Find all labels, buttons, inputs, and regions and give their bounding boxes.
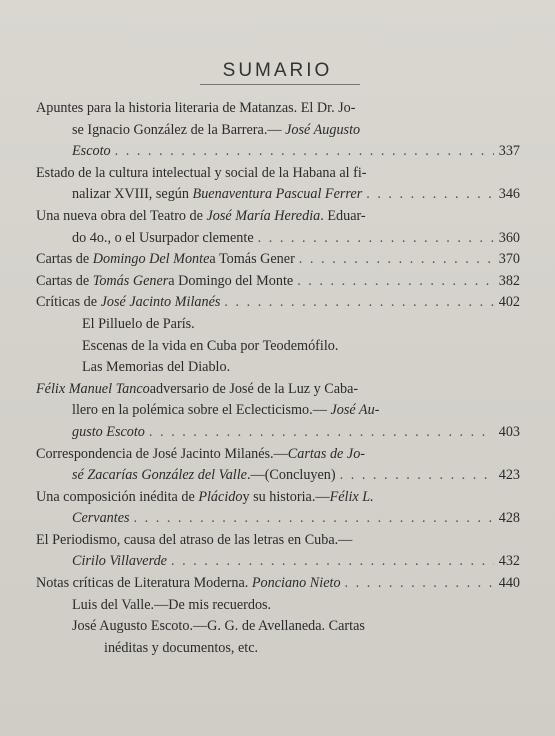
- entry-author: Cirilo Villaverde: [72, 553, 167, 570]
- entry-author: Tomás Gener: [92, 272, 169, 289]
- entry-author: José Au-: [330, 402, 380, 419]
- toc-line: [36, 271, 520, 293]
- entry-text: llero en la polémica sobre el Eclecticismo.—: [72, 402, 327, 419]
- toc-line: [36, 120, 520, 142]
- entry-text: a Tomás Gener: [209, 251, 295, 268]
- toc-subentry: El Pilluelo de París.: [82, 315, 195, 332]
- toc-subentry: inéditas y documentos, etc.: [104, 639, 259, 656]
- toc-entry: [36, 163, 520, 206]
- toc-entry: [36, 530, 520, 573]
- entry-author: José María Heredia: [206, 207, 321, 224]
- page-number: 346: [498, 186, 520, 203]
- page-number: 360: [498, 229, 520, 246]
- toc-entry: [36, 292, 520, 378]
- entry-author: Domingo Del Monte: [92, 251, 210, 268]
- title-rule: [200, 84, 360, 85]
- toc-entry: [36, 444, 520, 487]
- entry-author: Plácido: [198, 488, 243, 505]
- toc-line: [36, 400, 520, 422]
- entry-author: sé Zacarías González del Valle: [72, 467, 247, 484]
- entry-author: Cervantes: [72, 510, 130, 527]
- entry-text: y su historia.—: [242, 488, 330, 505]
- toc-line: [36, 228, 520, 250]
- page-title: SUMARIO: [222, 60, 333, 81]
- entry-text: .—(Concluyen): [246, 467, 336, 484]
- toc-line: [36, 530, 520, 552]
- toc-entry: [36, 206, 520, 249]
- toc-line: [36, 573, 520, 595]
- entry-text: adversario de José de la Luz y Caba-: [149, 380, 359, 397]
- toc-entry: [36, 249, 520, 271]
- entry-text: nalizar XVIII, según: [72, 186, 189, 203]
- toc-entry: [36, 271, 520, 293]
- toc-line: [36, 379, 520, 401]
- toc-subentry: José Augusto Escoto.—G. G. de Avellaneda. Cartas: [72, 618, 365, 635]
- entry-text: Cartas de: [36, 251, 90, 268]
- entry-text: El Periodismo, causa del atraso de las letras en Cuba.—: [36, 531, 353, 548]
- entry-author: Ponciano Nieto: [251, 575, 341, 592]
- toc-line: [36, 141, 520, 163]
- entry-author: Félix Manuel Tanco: [36, 380, 150, 397]
- toc-entry: [36, 487, 520, 530]
- entry-text: Una composición inédita de: [36, 488, 195, 505]
- toc-line: [36, 184, 520, 206]
- toc-subentry: Luis del Valle.—De mis recuerdos.: [72, 596, 272, 613]
- entry-text: Correspondencia de José Jacinto Milanés.—: [36, 445, 288, 462]
- toc-line: [36, 551, 520, 573]
- toc-line: [36, 465, 520, 487]
- leader-dots: [297, 271, 494, 293]
- entry-author: Cartas de Jo-: [287, 445, 366, 462]
- entry-text: Una nueva obra del Teatro de: [36, 207, 203, 224]
- entry-author: Félix L.: [329, 488, 374, 505]
- entry-text: Críticas de: [36, 294, 98, 311]
- leader-dots: [115, 141, 494, 163]
- entry-text: a Domingo del Monte: [168, 272, 294, 289]
- toc-line: [36, 163, 520, 185]
- entry-author: José Augusto: [285, 121, 361, 138]
- toc-line: [36, 206, 520, 228]
- leader-dots: [149, 422, 494, 444]
- toc-entry: [36, 98, 520, 163]
- leader-dots: [171, 551, 494, 573]
- entry-text: Estado de la cultura intelectual y social de la Habana al fi-: [36, 164, 367, 181]
- toc-line: [36, 98, 520, 120]
- leader-dots: [345, 573, 494, 595]
- leader-dots: [224, 292, 494, 314]
- entry-text: Notas críticas de Literatura Moderna.: [36, 575, 249, 592]
- toc-line: [36, 508, 520, 530]
- toc-entry: [36, 379, 520, 444]
- leader-dots: [299, 249, 494, 271]
- entry-text: do 4o., o el Usurpador clemente: [72, 229, 254, 246]
- toc-line: [36, 249, 520, 271]
- page-number: 337: [498, 143, 520, 160]
- leader-dots: [340, 465, 494, 487]
- toc-line: [36, 422, 520, 444]
- leader-dots: [134, 508, 494, 530]
- leader-dots: [258, 228, 494, 250]
- page-number: 382: [498, 272, 520, 289]
- leader-dots: [366, 184, 494, 206]
- page-number: 403: [498, 423, 520, 440]
- page-number: 440: [498, 575, 520, 592]
- toc-subentry: Escenas de la vida en Cuba por Teodemófilo.: [82, 337, 339, 354]
- entry-author: Escoto: [72, 143, 111, 160]
- toc-line: [36, 444, 520, 466]
- page-number: 432: [498, 553, 520, 570]
- entry-author: José Jacinto Milanés: [100, 294, 221, 311]
- page-number: 402: [498, 294, 520, 311]
- toc-entry: [36, 573, 520, 659]
- toc-line: [36, 292, 520, 314]
- table-of-contents: [36, 98, 520, 659]
- page-number: 370: [498, 251, 520, 268]
- page-number: 423: [498, 467, 520, 484]
- entry-text: Apuntes para la historia literaria de Matanzas. El Dr. Jo-: [36, 100, 356, 116]
- entry-author: Buenaventura Pascual Ferrer: [192, 186, 363, 203]
- entry-author: gusto Escoto: [72, 423, 145, 440]
- entry-text: . Eduar-: [320, 207, 366, 224]
- entry-text: Cartas de: [36, 272, 90, 289]
- toc-subentry: Las Memorias del Diablo.: [82, 359, 231, 376]
- toc-line: [36, 487, 520, 509]
- entry-text: se Ignacio González de la Barrera.—: [72, 121, 282, 138]
- page-number: 428: [498, 510, 520, 527]
